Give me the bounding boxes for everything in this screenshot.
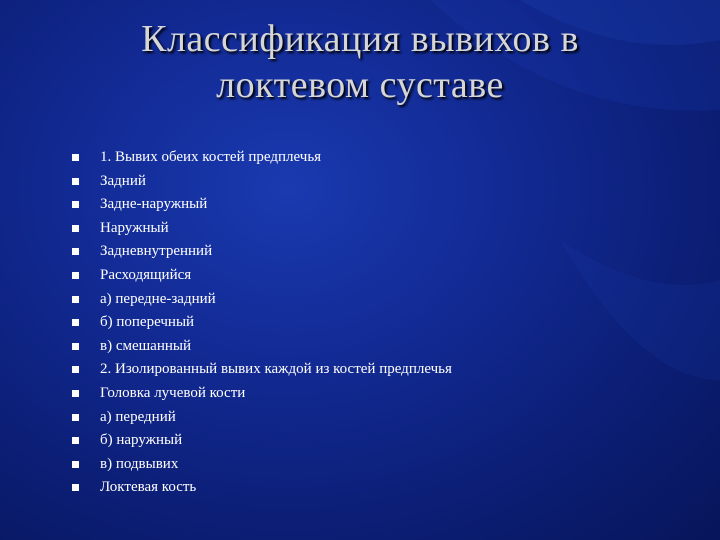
slide-title <box>60 16 660 108</box>
list-item-text: Задний <box>100 172 146 189</box>
list-item <box>72 429 692 453</box>
list-item-text: в) смешанный <box>100 337 192 354</box>
list-item <box>72 193 692 217</box>
list-item-text: 2. Изолированный вывих каждой из костей предплечья <box>100 361 452 378</box>
square-bullet-icon <box>72 343 79 350</box>
square-bullet-icon <box>72 296 79 303</box>
square-bullet-icon <box>72 366 79 373</box>
list-item <box>72 217 692 241</box>
list-item-text: Задневнутренний <box>100 243 213 260</box>
list-item <box>72 382 692 406</box>
list-item-text: а) передний <box>100 408 176 425</box>
square-bullet-icon <box>72 437 79 444</box>
list-item-text: Локтевая кость <box>100 479 197 496</box>
square-bullet-icon <box>72 248 79 255</box>
list-item <box>72 146 692 170</box>
list-item-text: в) подвывих <box>100 455 179 472</box>
list-item-text: Расходящийся <box>100 266 192 283</box>
square-bullet-icon <box>72 319 79 326</box>
square-bullet-icon <box>72 484 79 491</box>
list-item-text: Головка лучевой кости <box>100 384 246 401</box>
list-item <box>72 264 692 288</box>
list-item-text: Наружный <box>100 219 169 236</box>
slide-title-line-2: локтевом суставе <box>216 64 504 106</box>
list-item-text: а) передне-задний <box>100 290 216 307</box>
list-item <box>72 288 692 312</box>
slide-title-line-1: Классификация вывихов в <box>141 18 579 60</box>
square-bullet-icon <box>72 414 79 421</box>
square-bullet-icon <box>72 154 79 161</box>
square-bullet-icon <box>72 461 79 468</box>
list-item-text: б) поперечный <box>100 314 195 331</box>
list-item <box>72 170 692 194</box>
list-item <box>72 358 692 382</box>
square-bullet-icon <box>72 201 79 208</box>
square-bullet-icon <box>72 272 79 279</box>
square-bullet-icon <box>72 178 79 185</box>
list-item-text: Задне-наружный <box>100 196 208 213</box>
list-item <box>72 240 692 264</box>
square-bullet-icon <box>72 225 79 232</box>
list-item <box>72 453 692 477</box>
list-item <box>72 311 692 335</box>
list-item <box>72 406 692 430</box>
bullet-list <box>72 146 692 500</box>
list-item-text: б) наружный <box>100 432 183 449</box>
list-item <box>72 335 692 359</box>
list-item-text: 1. Вывих обеих костей предплечья <box>100 149 322 165</box>
square-bullet-icon <box>72 390 79 397</box>
list-item <box>72 476 692 500</box>
